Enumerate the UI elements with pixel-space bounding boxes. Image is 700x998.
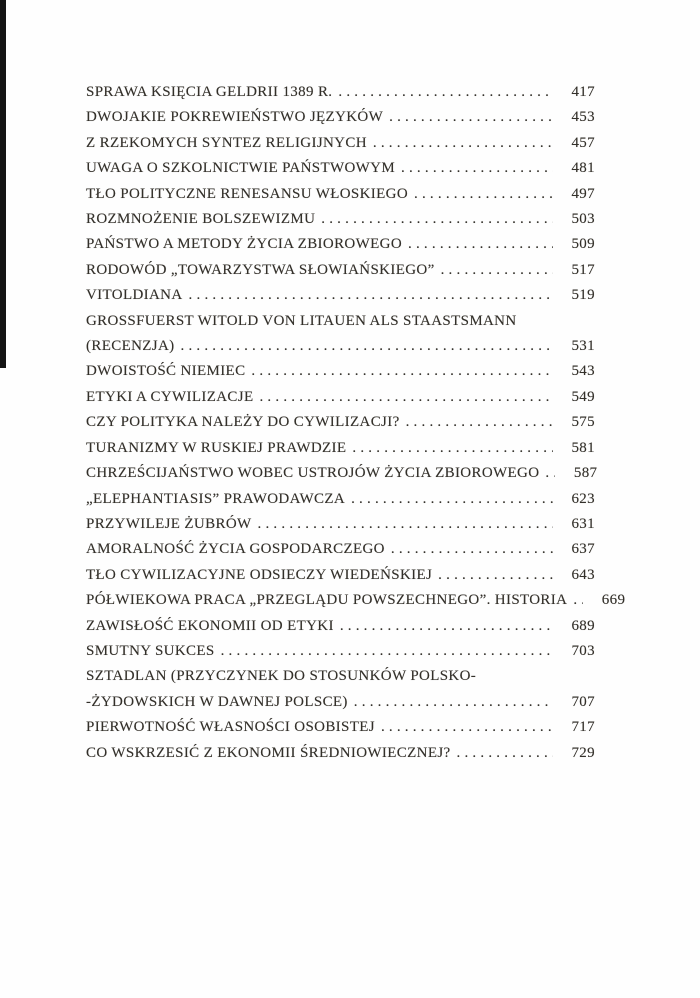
toc-entry bbox=[86, 385, 595, 410]
dot-leader bbox=[401, 156, 553, 181]
toc-page-number: 549 bbox=[571, 388, 595, 405]
dot-leader bbox=[391, 537, 553, 562]
dot-leader bbox=[389, 105, 553, 130]
dot-leader bbox=[441, 258, 553, 283]
toc-page-number: 503 bbox=[571, 211, 595, 228]
toc-entry-title: -ŻYDOWSKICH W DAWNEJ POLSCE) bbox=[86, 693, 348, 710]
toc-entry bbox=[86, 258, 595, 283]
toc-entry bbox=[86, 283, 595, 308]
toc-entry bbox=[86, 715, 595, 740]
toc-entry-line bbox=[86, 436, 595, 461]
toc-page-number: 543 bbox=[571, 363, 595, 380]
dot-leader bbox=[189, 283, 553, 308]
dot-leader bbox=[352, 436, 553, 461]
toc-entry-title: ZAWISŁOŚĆ EKONOMII OD ETYKI bbox=[86, 617, 334, 634]
toc-page-number: 707 bbox=[571, 693, 595, 710]
toc-entry-line bbox=[86, 563, 595, 588]
toc-entry-title: PRZYWILEJE ŻUBRÓW bbox=[86, 515, 252, 532]
dot-leader bbox=[321, 207, 553, 232]
toc-entry-line bbox=[86, 487, 595, 512]
toc-entry-title: AMORALNOŚĆ ŻYCIA GOSPODARCZEGO bbox=[86, 541, 385, 558]
toc-entry-title: UWAGA O SZKOLNICTWIE PAŃSTWOWYM bbox=[86, 160, 396, 177]
toc-page-number: 631 bbox=[571, 515, 595, 532]
toc-entry bbox=[86, 741, 595, 766]
toc-page-number: 689 bbox=[571, 617, 595, 634]
toc-entry-title: CO WSKRZESIĆ Z EKONOMII ŚREDNIOWIECZNEJ? bbox=[86, 744, 451, 761]
toc-entry bbox=[86, 614, 595, 639]
toc-page-number: 497 bbox=[571, 185, 595, 202]
toc-entry bbox=[86, 436, 595, 461]
toc-entry-title: PIERWOTNOŚĆ WŁASNOŚCI OSOBISTEJ bbox=[86, 719, 375, 736]
toc-entry-line bbox=[86, 461, 598, 486]
toc-entry-title: TŁO CYWILIZACYJNE ODSIECZY WIEDEŃSKIEJ bbox=[86, 566, 433, 583]
toc-page-number: 703 bbox=[571, 642, 595, 659]
dot-leader bbox=[406, 410, 553, 435]
dot-leader bbox=[340, 614, 553, 639]
toc-entry-title: RODOWÓD „TOWARZYSTWA SŁOWIAŃSKIEGO” bbox=[86, 261, 435, 278]
toc-entry-line bbox=[86, 207, 595, 232]
toc-entry bbox=[86, 182, 595, 207]
toc-entry-title: PAŃSTWO A METODY ŻYCIA ZBIOROWEGO bbox=[86, 236, 403, 253]
toc-entry-title-line-1 bbox=[86, 664, 595, 689]
toc-entry-title: TŁO POLITYCZNE RENESANSU WŁOSKIEGO bbox=[86, 185, 409, 202]
toc-entry-title: DWOISTOŚĆ NIEMIEC bbox=[86, 363, 246, 380]
toc-entry-line bbox=[86, 283, 595, 308]
toc-entry-line bbox=[86, 512, 595, 537]
dot-leader bbox=[251, 359, 553, 384]
toc-entry-line bbox=[86, 105, 595, 130]
toc-page-number: 531 bbox=[571, 338, 595, 355]
toc-entry bbox=[86, 232, 595, 257]
toc-entry-title: DWOJAKIE POKREWIEŃSTWO JĘZYKÓW bbox=[86, 109, 384, 126]
toc-page-number: 623 bbox=[571, 490, 595, 507]
dot-leader bbox=[351, 487, 553, 512]
toc-page-number: 509 bbox=[571, 236, 595, 253]
toc-page-number: 453 bbox=[571, 109, 595, 126]
toc-entry-title: SMUTNY SUKCES bbox=[86, 642, 215, 659]
toc-entry bbox=[86, 537, 595, 562]
toc-entry-line bbox=[86, 80, 595, 105]
toc-entry bbox=[86, 131, 595, 156]
dot-leader bbox=[221, 639, 553, 664]
toc-entry-title: (RECENZJA) bbox=[86, 338, 175, 355]
dot-leader bbox=[381, 715, 553, 740]
dot-leader bbox=[373, 131, 553, 156]
dot-leader bbox=[408, 232, 553, 257]
toc-page-number: 517 bbox=[571, 261, 595, 278]
toc-entry-line bbox=[86, 131, 595, 156]
toc-entry bbox=[86, 309, 595, 360]
dot-leader bbox=[258, 512, 553, 537]
toc-page-number: 481 bbox=[571, 160, 595, 177]
toc-page-number: 637 bbox=[571, 541, 595, 558]
toc-entry-title: CZY POLITYKA NALEŻY DO CYWILIZACJI? bbox=[86, 414, 400, 431]
toc-entry-line bbox=[86, 156, 595, 181]
toc-entry bbox=[86, 80, 595, 105]
toc-entry-title: PÓŁWIEKOWA PRACA „PRZEGLĄDU POWSZECHNEGO”. HISTORIA bbox=[86, 592, 568, 609]
toc-page-number: 587 bbox=[573, 465, 598, 482]
toc-entry bbox=[86, 639, 595, 664]
toc-entry-title: SPRAWA KSIĘCIA GELDRII 1389 R. bbox=[86, 84, 333, 100]
dot-leader bbox=[338, 80, 553, 105]
toc-entry bbox=[86, 207, 595, 232]
toc-entry-title: VITOLDIANA bbox=[86, 287, 183, 304]
toc-entry bbox=[86, 563, 595, 588]
toc-page-number: 417 bbox=[571, 84, 595, 100]
dot-leader bbox=[545, 461, 555, 486]
toc-entry-title-line-1 bbox=[86, 309, 595, 334]
dot-leader bbox=[354, 690, 553, 715]
toc-entry-line bbox=[86, 232, 595, 257]
toc-entry-line bbox=[86, 588, 626, 613]
toc-page-number: 643 bbox=[571, 566, 595, 583]
toc-entry-line bbox=[86, 690, 595, 715]
toc-entry-line bbox=[86, 715, 595, 740]
toc-entry-title: „ELEPHANTIASIS” PRAWODAWCZA bbox=[86, 490, 346, 507]
toc-entry-line bbox=[86, 385, 595, 410]
toc-entry bbox=[86, 664, 595, 715]
toc-entry bbox=[86, 512, 595, 537]
toc-entry bbox=[86, 410, 595, 435]
dot-leader bbox=[414, 182, 553, 207]
toc-entry-title: Z RZEKOMYCH SYNTEZ RELIGIJNYCH bbox=[86, 134, 367, 151]
toc-entry-line bbox=[86, 741, 595, 766]
dot-leader bbox=[573, 588, 583, 613]
toc-entry-title: ROZMNOŻENIE BOLSZEWIZMU bbox=[86, 211, 316, 228]
toc-page-number: 581 bbox=[571, 439, 595, 456]
toc-entry-line bbox=[86, 334, 595, 359]
toc-entry bbox=[86, 588, 626, 613]
toc-page-number: 729 bbox=[571, 744, 595, 761]
toc-entry-title: SZTADLAN (PRZYCZYNEK DO STOSUNKÓW POLSKO- bbox=[86, 668, 477, 685]
toc-entry bbox=[86, 105, 595, 130]
toc-entry-title: ETYKI A CYWILIZACJE bbox=[86, 388, 254, 405]
toc-entry bbox=[86, 461, 598, 486]
toc-page-number: 669 bbox=[601, 592, 626, 609]
dot-leader bbox=[457, 741, 553, 766]
dot-leader bbox=[259, 385, 553, 410]
toc-entry-line bbox=[86, 410, 595, 435]
dot-leader bbox=[181, 334, 554, 359]
toc-entry-line bbox=[86, 182, 595, 207]
toc-entry bbox=[86, 359, 595, 384]
dot-leader bbox=[438, 563, 553, 588]
toc-entry-title: TURANIZMY W RUSKIEJ PRAWDZIE bbox=[86, 439, 347, 456]
toc-entry-title: GROSSFUERST WITOLD VON LITAUEN ALS STAASTSMANN bbox=[86, 312, 517, 329]
toc-entry-title: CHRZEŚCIJAŃSTWO WOBEC USTROJÓW ŻYCIA ZBIOROWEGO bbox=[86, 465, 540, 482]
toc-page-number: 575 bbox=[571, 414, 595, 431]
toc-page-number: 519 bbox=[571, 287, 595, 304]
toc-entry-line bbox=[86, 258, 595, 283]
toc-entry-line bbox=[86, 359, 595, 384]
toc-entry-line bbox=[86, 639, 595, 664]
toc-entry bbox=[86, 156, 595, 181]
toc-entry bbox=[86, 487, 595, 512]
toc-entry-line bbox=[86, 537, 595, 562]
toc-entry-line bbox=[86, 614, 595, 639]
toc-page-number: 457 bbox=[571, 134, 595, 151]
toc-page-number: 717 bbox=[571, 719, 595, 736]
